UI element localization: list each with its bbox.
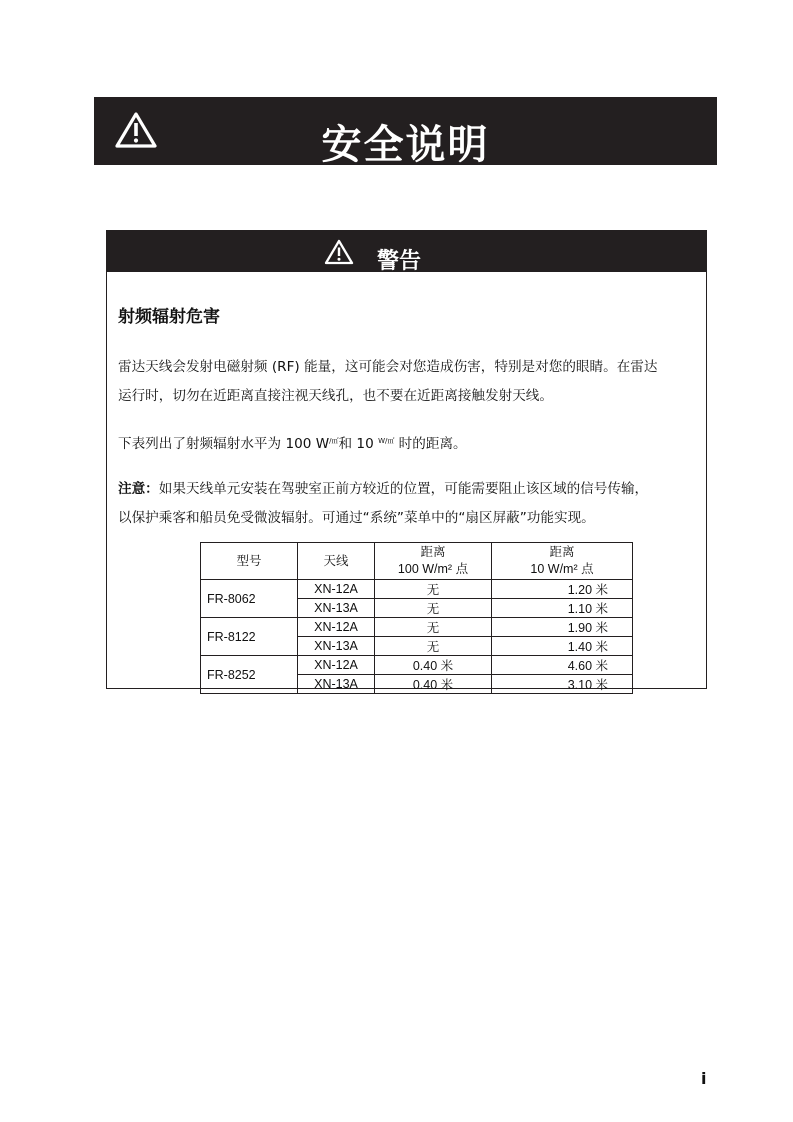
model-cell: FR-8062 — [201, 580, 298, 618]
intro-text: 下表列出了射频辐射水平为 100 W — [118, 436, 330, 452]
distance-100-cell: 0.40 米 — [375, 656, 492, 675]
table-intro-paragraph — [118, 427, 703, 459]
intro-text: 和 10 — [338, 436, 379, 452]
distance-10-cell: 4.60 米 — [492, 656, 633, 675]
distance-100-cell: 无 — [375, 599, 492, 618]
header-bar — [94, 97, 717, 165]
header-line: 距离 — [420, 545, 446, 559]
distance-100-cell: 无 — [375, 637, 492, 656]
warning-title: 警告 — [377, 249, 422, 272]
header-antenna: 天线 — [298, 543, 375, 580]
unit-superscript: /㎡ — [329, 437, 339, 445]
table-header-row — [201, 543, 633, 580]
table-row — [201, 618, 633, 637]
table-row — [201, 656, 633, 675]
antenna-cell: XN-12A — [298, 618, 375, 637]
antenna-cell: XN-13A — [298, 599, 375, 618]
note-text: 以保护乘客和船员免受微波辐射。可通过“系统”菜单中的“扇区屏蔽”功能实现。 — [118, 510, 595, 526]
header-model: 型号 — [201, 543, 298, 580]
warning-triangle-icon — [324, 239, 354, 265]
unit-superscript: W/㎡ — [378, 437, 395, 445]
warning-bar — [107, 231, 706, 272]
distance-100-cell: 无 — [375, 580, 492, 599]
model-cell: FR-8252 — [201, 656, 298, 694]
paragraph-line: 雷达天线会发射电磁射频 (RF) 能量，这可能会对您造成伤害，特别是对您的眼睛。在雷达 — [118, 359, 658, 375]
paragraph-line: 运行时，切勿在近距离直接注视天线孔，也不要在近距离接触发射天线。 — [118, 388, 553, 404]
distance-10-cell: 1.40 米 — [492, 637, 633, 656]
distance-100-cell: 无 — [375, 618, 492, 637]
model-cell: FR-8122 — [201, 618, 298, 656]
page-number: i — [701, 1069, 707, 1088]
distance-10-cell: 1.90 米 — [492, 618, 633, 637]
table-row — [201, 580, 633, 599]
distance-table — [200, 542, 633, 694]
distance-100-cell: 0.40 米 — [375, 675, 492, 694]
note-label: 注意： — [118, 481, 159, 497]
distance-10-cell: 1.20 米 — [492, 580, 633, 599]
header-line: 100 W/m² 点 — [397, 562, 469, 576]
antenna-cell: XN-13A — [298, 675, 375, 694]
header-line: 10 W/m² 点 — [530, 562, 594, 576]
header-line: 距离 — [549, 545, 575, 559]
section-title: 射频辐射危害 — [118, 307, 220, 327]
page-title: 安全说明 — [321, 122, 490, 165]
header-distance-10 — [492, 543, 633, 580]
header-distance-100 — [375, 543, 492, 580]
note-text: 如果天线单元安装在驾驶室正前方较近的位置，可能需要阻止该区域的信号传输， — [158, 481, 649, 497]
antenna-cell: XN-13A — [298, 637, 375, 656]
distance-10-cell: 3.10 米 — [492, 675, 633, 694]
intro-text: 时的距离。 — [394, 436, 467, 452]
note-paragraph — [118, 475, 703, 533]
antenna-cell: XN-12A — [298, 580, 375, 599]
rf-hazard-paragraph — [118, 353, 703, 411]
distance-10-cell: 1.10 米 — [492, 599, 633, 618]
antenna-cell: XN-12A — [298, 656, 375, 675]
